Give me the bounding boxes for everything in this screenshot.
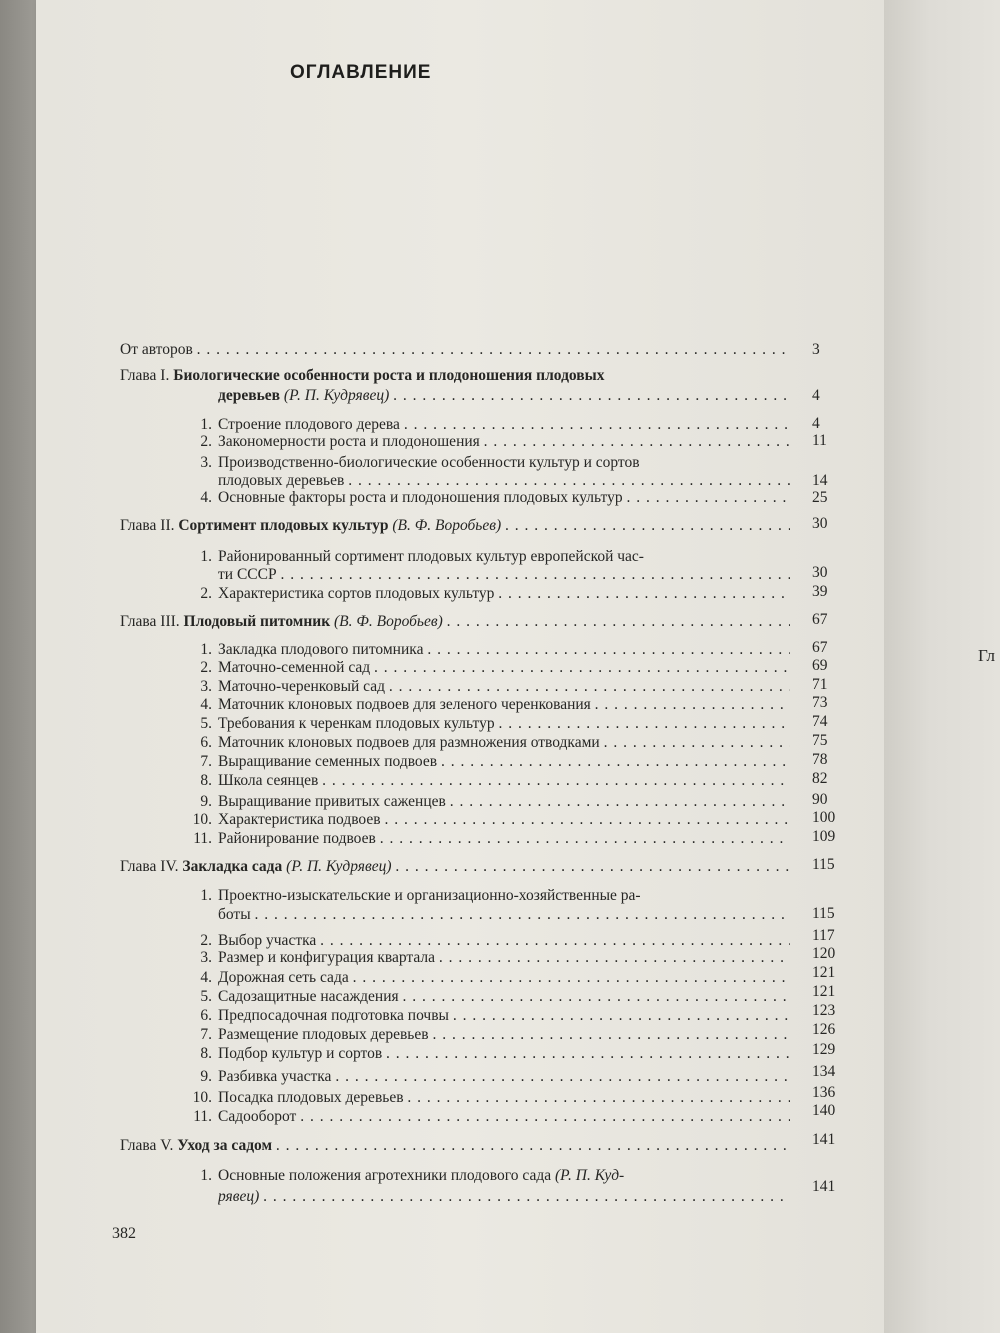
entry-number: 4. (200, 489, 212, 506)
page-number: 382 (112, 1225, 136, 1242)
entry-author-continued: рявец) (218, 1188, 260, 1205)
entry-page: 100 (812, 809, 836, 826)
entry-page: 117 (812, 927, 835, 944)
entry-title: Закладка плодового питомника (218, 641, 424, 658)
entry-title: Маточно-семенной сад (218, 659, 371, 676)
entry-label-continued (218, 905, 790, 925)
entry-page: 4 (812, 387, 820, 404)
entry-page: 78 (812, 751, 828, 768)
entry-page: 75 (812, 732, 828, 749)
entry-page: 126 (812, 1021, 836, 1038)
entry-number: 1. (200, 548, 212, 565)
entry-title: Районирование подвоев (218, 830, 376, 847)
entry-label-continued (218, 1187, 790, 1207)
entry-title: Основные положения агротехники плодового сада (218, 1167, 552, 1184)
entry-title-continued: плодовых деревьев (218, 472, 345, 489)
entry-label (218, 547, 790, 567)
chapter-line (120, 366, 790, 386)
entry-label (218, 432, 790, 452)
chapter-number: Глава III. (120, 613, 180, 630)
entry-author: (Р. П. Куд- (554, 1167, 625, 1184)
entry-title: От авторов (120, 341, 193, 358)
entry-page: 39 (812, 583, 828, 600)
entry-page: 30 (812, 515, 828, 532)
entry-label (218, 1025, 790, 1045)
chapter-line-continued (218, 386, 790, 406)
entry-title: Строение плодового дерева (218, 416, 400, 433)
entry-page: 109 (812, 828, 836, 845)
chapter-author: (В. Ф. Воробьев) (392, 517, 502, 534)
entry-title: Характеристика подвоев (218, 811, 381, 828)
entry-label (218, 677, 790, 697)
entry-page: 121 (812, 983, 836, 1000)
chapter-number: Глава II. (120, 517, 175, 534)
entry-page: 30 (812, 564, 828, 581)
entry-title: Маточник клоновых подвоев для зеленого черенкования (218, 696, 591, 713)
entry-title: Маточник клоновых подвоев для размножения отводками (218, 734, 600, 751)
entry-page: 74 (812, 713, 828, 730)
entry-number: 8. (200, 1045, 212, 1062)
chapter-title-continued: деревьев (218, 387, 281, 404)
entry-page: 134 (812, 1063, 836, 1080)
entry-label (218, 886, 790, 906)
entry-page: 11 (812, 432, 827, 449)
entry-title-continued: боты (218, 906, 251, 923)
chapter-title: Уход за садом (177, 1137, 273, 1154)
facing-page-text: Гл (978, 646, 996, 665)
entry-page: 82 (812, 770, 828, 787)
entry-title: Предпосадочная подготовка почвы (218, 1007, 449, 1024)
chapter-number: Глава I. (120, 367, 170, 384)
chapter-author: (Р. П. Кудрявец) (283, 387, 390, 404)
chapter-line (120, 857, 790, 877)
chapter-line (120, 516, 790, 536)
entry-label (218, 829, 790, 849)
entry-title: Садооборот (218, 1108, 297, 1125)
entry-number: 1. (200, 887, 212, 904)
entry-number: 4. (200, 696, 212, 713)
entry-page: 90 (812, 791, 828, 808)
chapter-title: Закладка сада (182, 858, 283, 875)
entry-label (218, 1006, 790, 1026)
chapter-line (120, 612, 790, 632)
entry-label (218, 714, 790, 734)
entry-page: 71 (812, 676, 828, 693)
entry-label (218, 733, 790, 753)
chapter-number: Глава IV. (120, 858, 179, 875)
entry-label (218, 1088, 790, 1108)
entry-title: Основные факторы роста и плодоношения плодовых культур (218, 489, 623, 506)
entry-number: 7. (200, 753, 212, 770)
entry-page: 121 (812, 964, 836, 981)
entry-title: Закономерности роста и плодоношения (218, 433, 480, 450)
entry-title: Выращивание семенных подвоев (218, 753, 438, 770)
chapter-line (120, 1136, 790, 1156)
entry-number: 2. (200, 433, 212, 450)
entry-label (218, 1166, 790, 1186)
entry-number: 11. (193, 830, 212, 847)
entry-title: Размер и конфигурация квартала (218, 949, 436, 966)
entry-page: 69 (812, 657, 828, 674)
entry-page: 140 (812, 1102, 836, 1119)
entry-page: 115 (812, 905, 835, 922)
entry-title: Садозащитные насаждения (218, 988, 399, 1005)
entry-number: 2. (200, 585, 212, 602)
chapter-title: Плодовый питомник (183, 613, 331, 630)
entry-label (218, 771, 790, 791)
entry-number: 11. (193, 1108, 212, 1125)
entry-title: Дорожная сеть сада (218, 969, 349, 986)
entry-page: 3 (812, 341, 820, 358)
entry-number: 6. (200, 1007, 212, 1024)
entry-page: 141 (812, 1178, 836, 1195)
entry-label (218, 1044, 790, 1064)
entry-number: 3. (200, 949, 212, 966)
entry-number: 5. (200, 988, 212, 1005)
chapter-number: Глава V. (120, 1137, 174, 1154)
entry-number: 10. (192, 811, 212, 828)
chapter-author: (Р. П. Кудрявец) (286, 858, 392, 875)
chapter-title: Сортимент плодовых культур (178, 517, 389, 534)
entry-label (218, 987, 790, 1007)
entry-title-continued: ти СССР (218, 566, 277, 583)
entry-title: Проектно-изыскательские и организационно-хозяйственные ра- (218, 887, 641, 904)
entry-number: 8. (200, 772, 212, 789)
entry-label (218, 948, 790, 968)
entry-label (218, 488, 790, 508)
entry-number: 10. (192, 1089, 212, 1106)
entry-page: 123 (812, 1002, 836, 1019)
entry-title: Школа сеянцев (218, 772, 319, 789)
entry-number: 5. (200, 715, 212, 732)
entry-title: Разбивка участка (218, 1068, 332, 1085)
entry-number: 7. (200, 1026, 212, 1043)
entry-title: Характеристика сортов плодовых культур (218, 585, 495, 602)
entry-number: 1. (200, 416, 212, 433)
entry-label (218, 1107, 790, 1127)
entry-page: 67 (812, 611, 828, 628)
entry-number: 4. (200, 969, 212, 986)
entry-number: 9. (200, 793, 212, 810)
entry-label (218, 453, 790, 473)
entry-label (218, 1067, 790, 1087)
entry-page: 25 (812, 489, 828, 506)
entry-label (218, 640, 790, 660)
entry-page: 67 (812, 639, 828, 656)
entry-label (218, 810, 790, 830)
entry-label (120, 340, 790, 360)
entry-number: 9. (200, 1068, 212, 1085)
entry-label (218, 695, 790, 715)
entry-label (218, 584, 790, 604)
entry-number: 2. (200, 932, 212, 949)
entry-number: 6. (200, 734, 212, 751)
entry-page: 136 (812, 1084, 836, 1101)
chapter-author: (В. Ф. Воробьев) (334, 613, 443, 630)
entry-title: Подбор культур и сортов (218, 1045, 383, 1062)
entry-label (218, 658, 790, 678)
entry-label-continued (218, 565, 790, 585)
entry-page: 115 (812, 856, 835, 873)
entry-number: 1. (200, 1167, 212, 1184)
entry-title: Требования к черенкам плодовых культур (218, 715, 495, 732)
entry-page: 141 (812, 1131, 836, 1148)
entry-number: 1. (200, 641, 212, 658)
entry-page: 73 (812, 694, 828, 711)
entry-title: Выбор участка (218, 932, 317, 949)
entry-number: 3. (200, 454, 212, 471)
entry-label (218, 968, 790, 988)
entry-label (218, 752, 790, 772)
entry-title: Производственно-биологические особенности культур и сортов (218, 454, 640, 471)
page-title: ОГЛАВЛЕНИЕ (290, 62, 432, 83)
entry-title: Посадка плодовых деревьев (218, 1089, 404, 1106)
entry-page: 4 (812, 415, 820, 432)
entry-label (218, 792, 790, 812)
entry-number: 3. (200, 678, 212, 695)
entry-page: 129 (812, 1041, 836, 1058)
entry-title: Маточно-черенковый сад (218, 678, 386, 695)
entry-title: Районированный сортимент плодовых культур европейской час- (218, 548, 644, 565)
entry-title: Выращивание привитых саженцев (218, 793, 446, 810)
entry-page: 120 (812, 945, 836, 962)
entry-page: 14 (812, 472, 828, 489)
entry-number: 2. (200, 659, 212, 676)
chapter-title: Биологические особенности роста и плодоношения плодовых (173, 367, 605, 384)
entry-title: Размещение плодовых деревьев (218, 1026, 429, 1043)
